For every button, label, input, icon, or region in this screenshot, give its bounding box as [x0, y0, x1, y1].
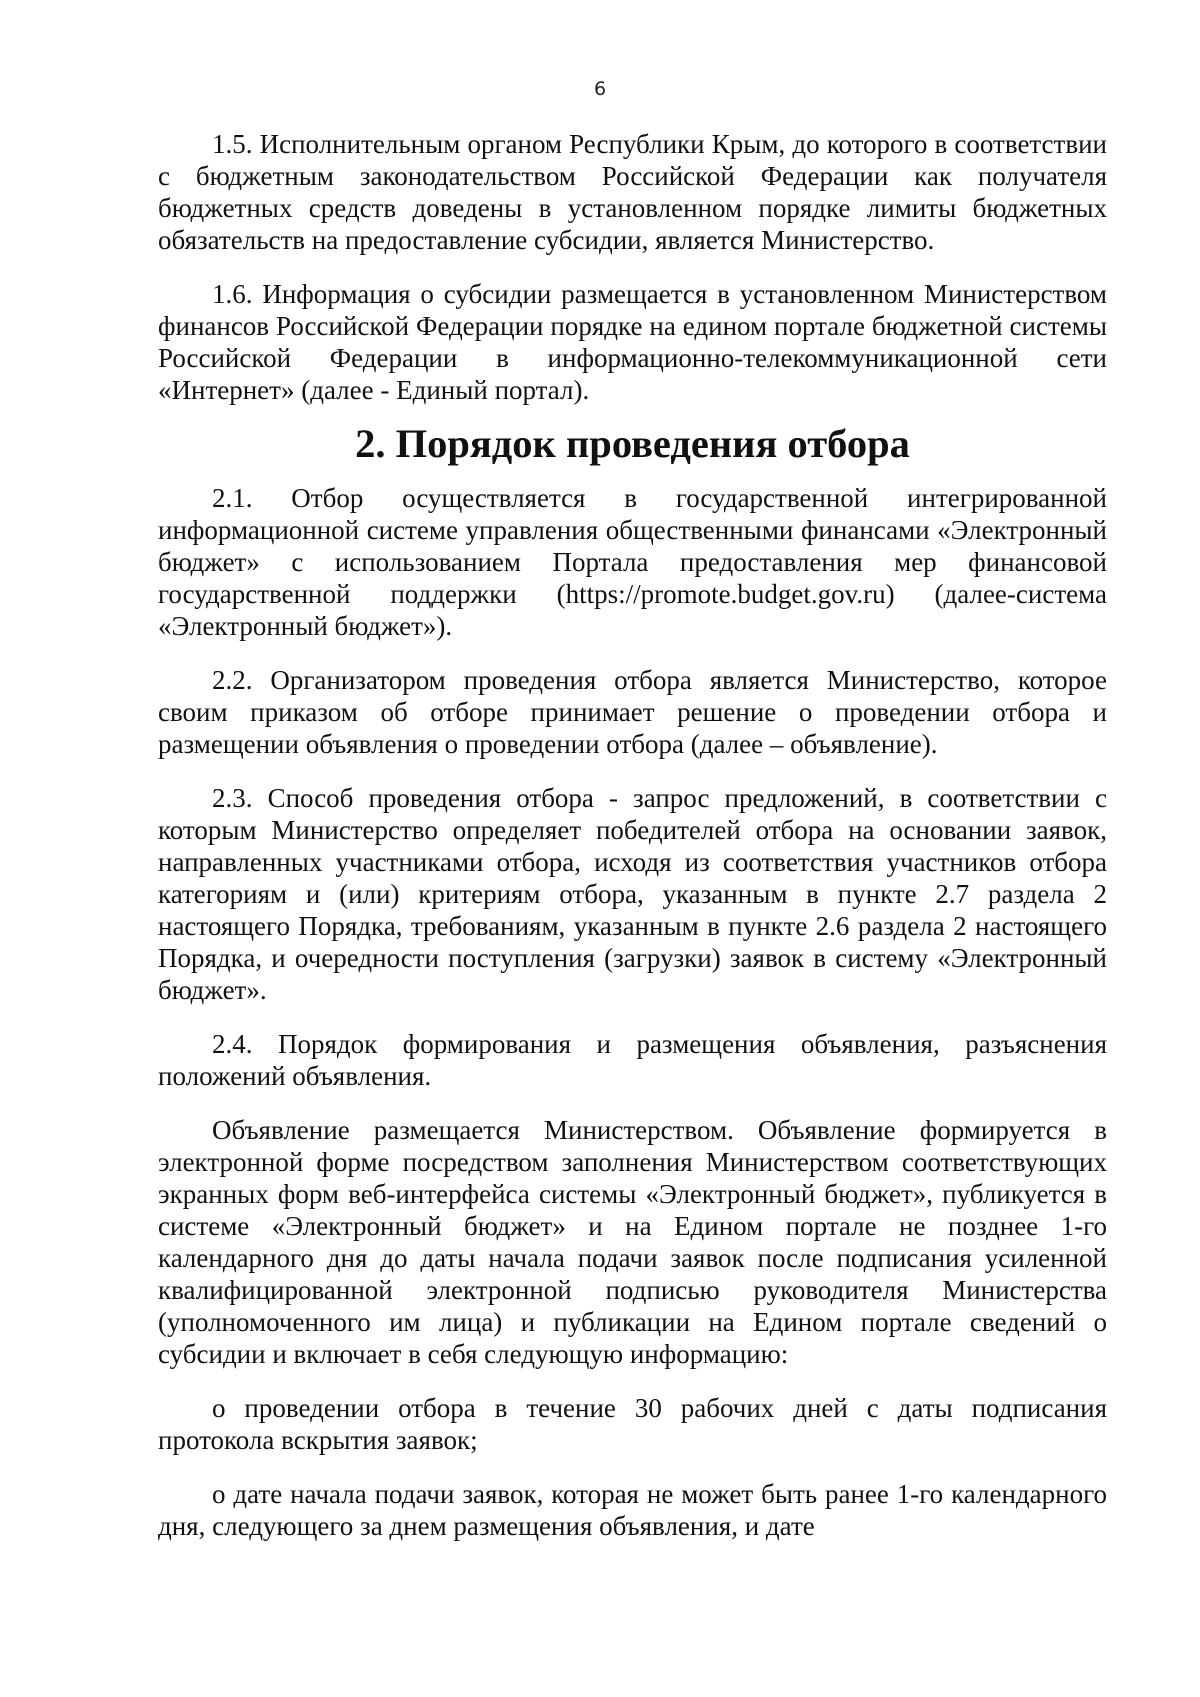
- paragraph-announcement: Объявление размещается Министерством. Объявление формируется в электронной форме посредством заполнения Министерством соответствующих экранных форм веб-интерфейса системы «Электронный бюджет», публикуется в системе «Электронный бюджет» и на Едином портале не позднее 1-го календарного дня до даты начала подачи заявок после подписания усиленной квалифицированной электронной подписью руководителя Министерства (уполномоченного им лица) и публикации на Едином портале сведений о субсидии и включает в себя следующую информацию:: [158, 1115, 1107, 1369]
- paragraph-1-5: 1.5. Исполнительным органом Республики Крым, до которого в соответствии с бюджетным законодательством Российской Федерации как получателя бюджетных средств доведены в установленном порядке лимиты бюджетных обязательств на предоставление субсидии, является Министерство.: [158, 129, 1107, 255]
- paragraph-2-1: 2.1. Отбор осуществляется в государственной интегрированной информационной системе управления общественными финансами «Электронный бюджет» с использованием Портала предоставления мер финансовой государственной поддержки (https://promote.budget.gov.ru) (далее-система «Электронный бюджет»).: [158, 483, 1107, 641]
- list-item-selection-period: о проведении отбора в течение 30 рабочих дней с даты подписания протокола вскрытия заявок;: [158, 1393, 1107, 1455]
- paragraph-1-6: 1.6. Информация о субсидии размещается в установленном Министерством финансов Российской Федерации порядке на едином портале бюджетной системы Российской Федерации в информационно-телекоммуникационной сети «Интернет» (далее - Единый портал).: [158, 279, 1107, 405]
- section-heading: 2. Порядок проведения отбора: [355, 421, 910, 466]
- list-item-application-start: о дате начала подачи заявок, которая не может быть ранее 1-го календарного дня, следующего за днем размещения объявления, и дате: [158, 1479, 1107, 1541]
- paragraph-2-4: 2.4. Порядок формирования и размещения объявления, разъяснения положений объявления.: [158, 1029, 1107, 1091]
- paragraph-2-2: 2.2. Организатором проведения отбора является Министерство, которое своим приказом об отборе принимает решение о проведении отбора и размещении объявления о проведении отбора (далее – объявление).: [158, 665, 1107, 759]
- page-number: 6: [593, 78, 607, 100]
- document-body: [158, 128, 1107, 1542]
- paragraph-2-3: 2.3. Способ проведения отбора - запрос предложений, в соответствии с которым Министерство определяет победителей отбора на основании заявок, направленных участниками отбора, исходя из соответствия участников отбора категориям и (или) критериям отбора, указанным в пункте 2.7 раздела 2 настоящего Порядка, требованиям, указанным в пункте 2.6 раздела 2 настоящего Порядка, и очередности поступления (загрузки) заявок в систему «Электронный бюджет».: [158, 783, 1107, 1005]
